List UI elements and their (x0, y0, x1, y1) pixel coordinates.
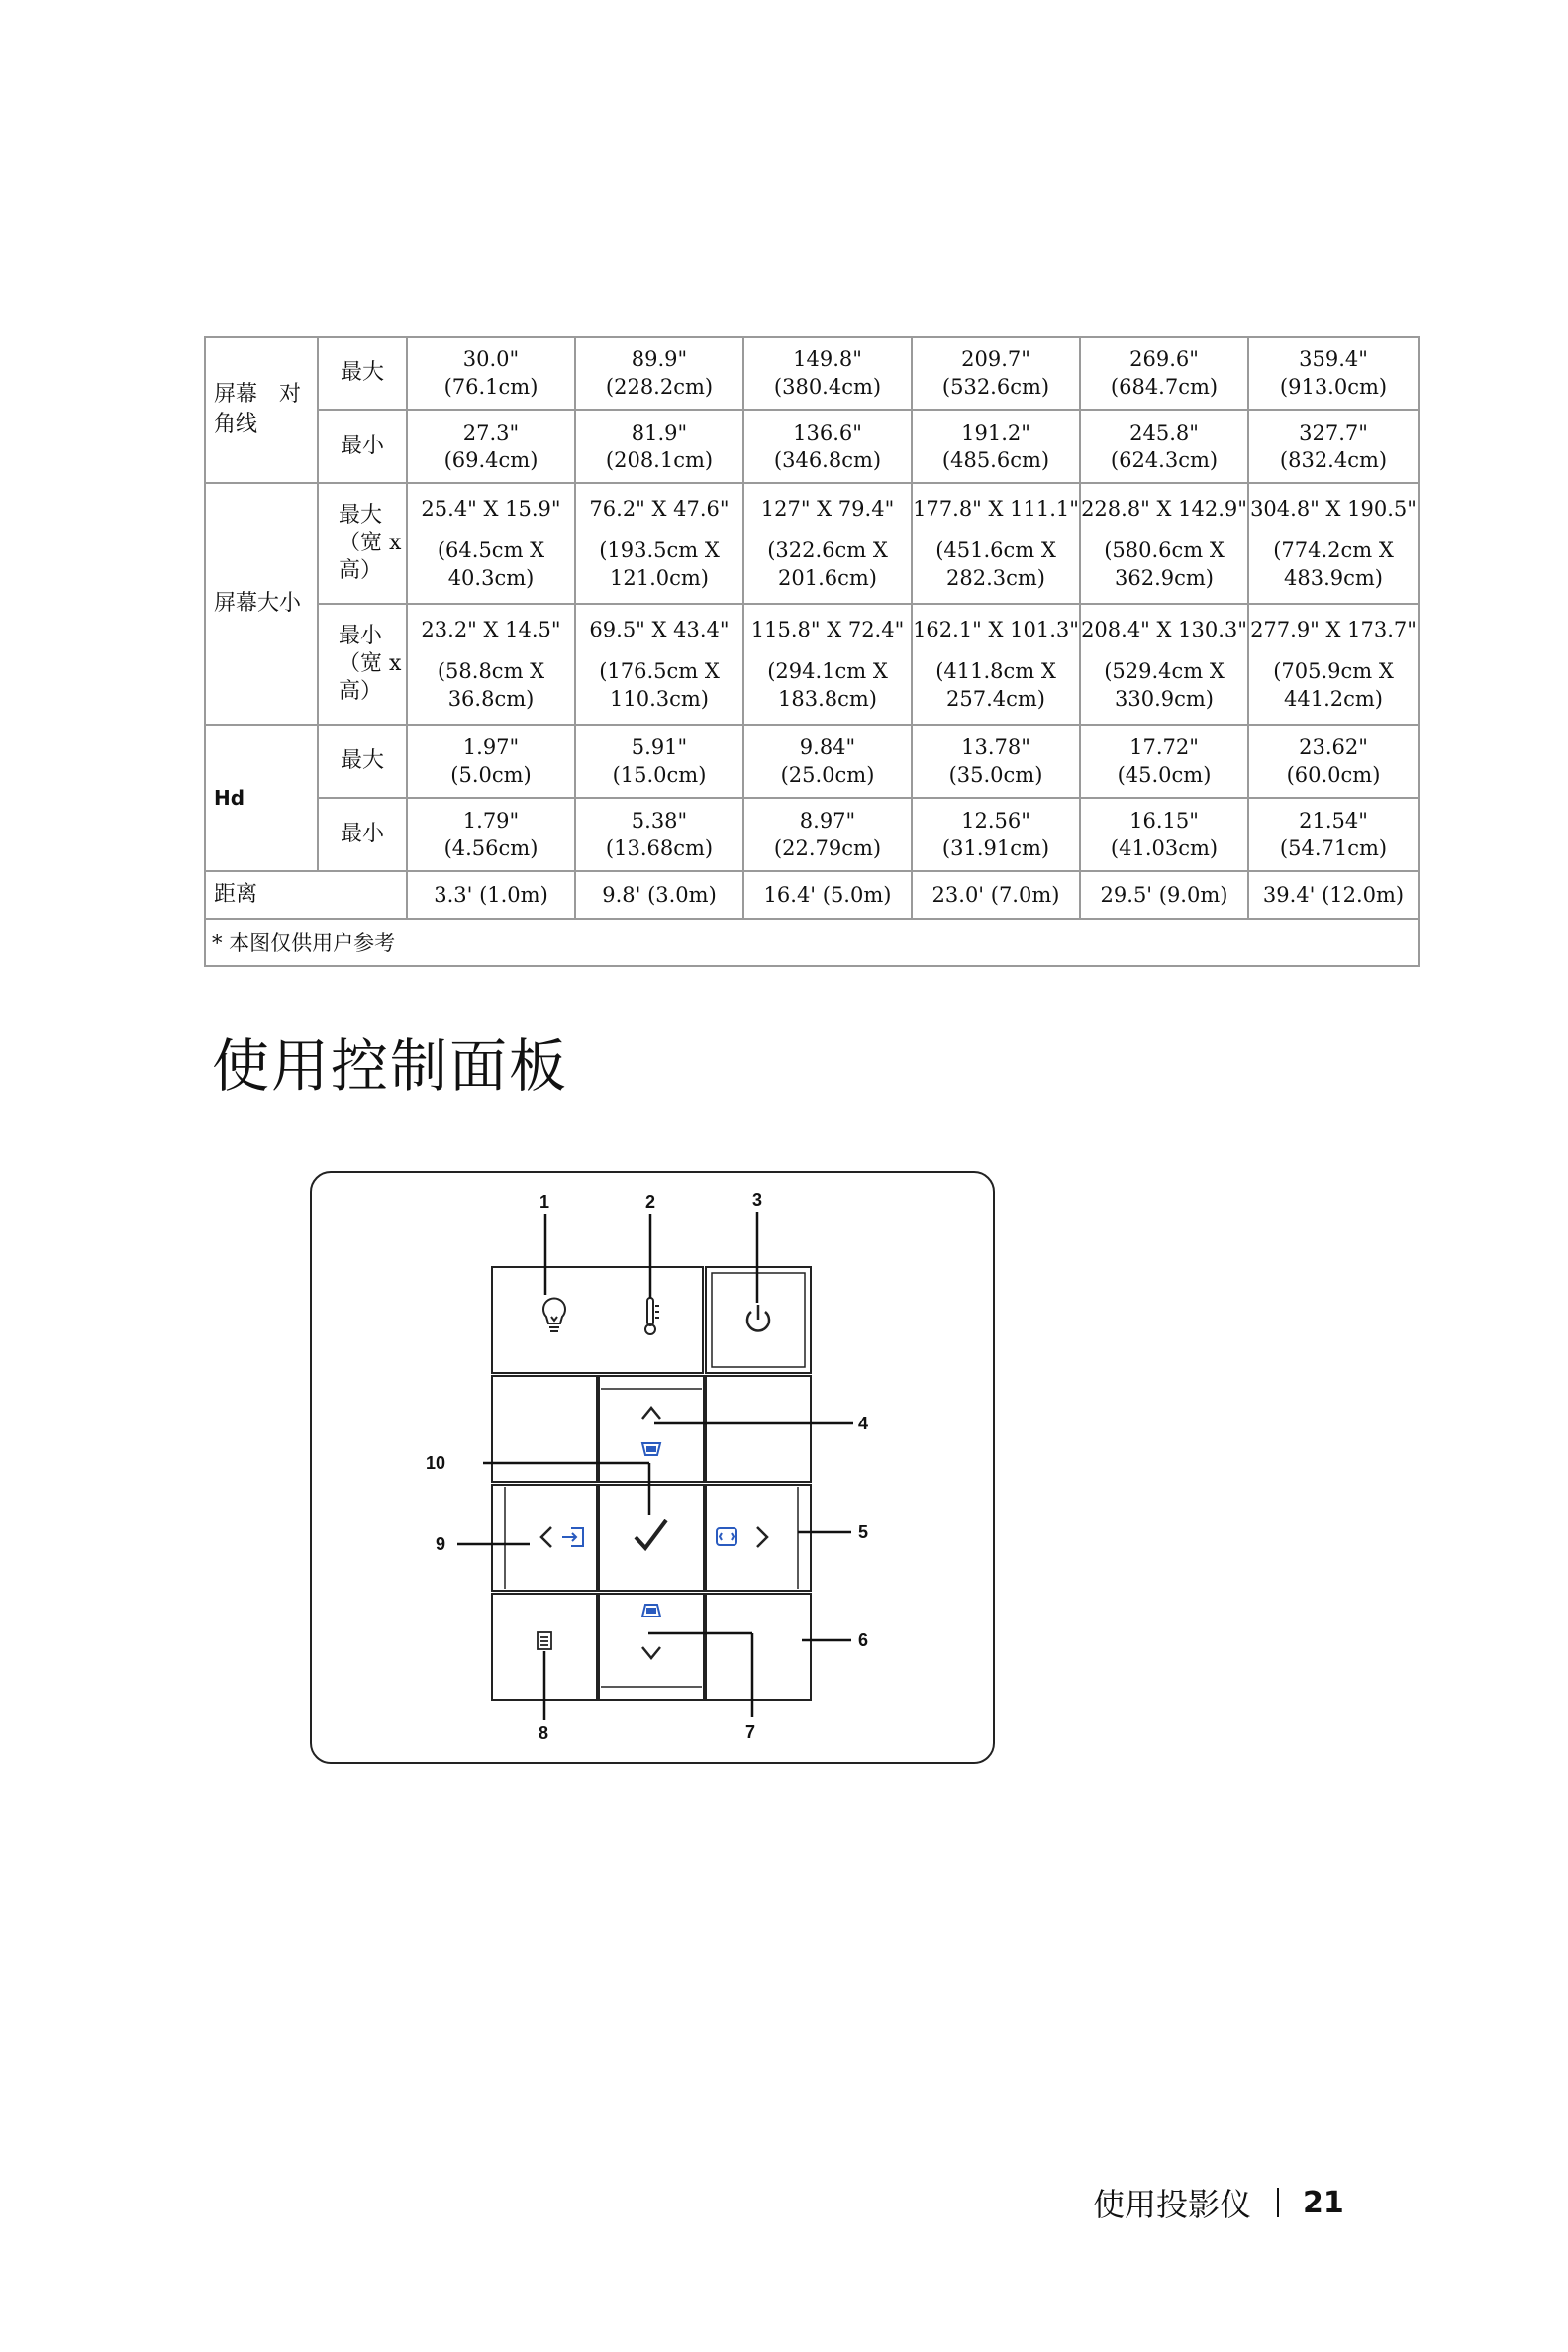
group-label-diagonal: 屏幕 对角线 (205, 337, 318, 483)
table-cell: 304.8" X 190.5" (774.2cm X 483.9cm) (1248, 483, 1419, 604)
table-cell: 228.8" X 142.9" (580.6cm X 362.9cm) (1080, 483, 1248, 604)
table-cell: 89.9" (228.2cm) (575, 337, 743, 410)
keystone-up-icon (642, 1443, 660, 1455)
table-cell: 27.3" (69.4cm) (407, 410, 575, 483)
group-label-distance: 距离 (205, 871, 407, 919)
section-title: 使用控制面板 (212, 1032, 569, 1100)
table-row-hd-max (205, 725, 1419, 798)
keystone-down-icon (642, 1605, 660, 1617)
footer-section-title: 使用投影仪 (1093, 2186, 1252, 2223)
group-label-hd: Hd (205, 725, 318, 871)
table-cell: 177.8" X 111.1" (451.6cm X 282.3cm) (912, 483, 1080, 604)
table-cell: 21.54" (54.71cm) (1248, 798, 1419, 871)
table-cell: 359.4" (913.0cm) (1248, 337, 1419, 410)
sub-label-max-wh: 最大 （宽 x 高） (318, 483, 407, 604)
table-cell: 29.5' (9.0m) (1080, 871, 1248, 919)
table-cell: 1.79" (4.56cm) (407, 798, 575, 871)
sub-label-max: 最大 (318, 725, 407, 798)
callout-9: 9 (436, 1534, 446, 1554)
sub-label-min-wh: 最小 （宽 x 高） (318, 604, 407, 725)
menu-icon (538, 1632, 551, 1649)
table-cell: 8.97" (22.79cm) (743, 798, 912, 871)
table-cell: 17.72" (45.0cm) (1080, 725, 1248, 798)
table-cell: 23.0' (7.0m) (912, 871, 1080, 919)
table-cell: 149.8" (380.4cm) (743, 337, 912, 410)
source-icon (562, 1528, 583, 1546)
select-check-icon (636, 1520, 666, 1548)
table-cell: 12.56" (31.91cm) (912, 798, 1080, 871)
table-cell: 245.8" (624.3cm) (1080, 410, 1248, 483)
table-row-size-max (205, 483, 1419, 604)
auto-adjust-icon (717, 1528, 736, 1545)
projection-spec-table (204, 336, 1420, 967)
right-arrow-icon (757, 1527, 767, 1547)
table-footnote: * 本图仅供用户参考 (205, 919, 1419, 966)
table-row-distance (205, 871, 1419, 919)
temperature-icon (645, 1298, 659, 1334)
table-cell: 16.4' (5.0m) (743, 871, 912, 919)
up-button[interactable] (599, 1376, 704, 1482)
left-arrow-icon (541, 1527, 551, 1547)
table-cell: 3.3' (1.0m) (407, 871, 575, 919)
table-row-diagonal-min (205, 410, 1419, 483)
table-cell: 39.4' (12.0m) (1248, 871, 1419, 919)
footer-divider (1277, 2188, 1279, 2217)
callout-2: 2 (645, 1192, 656, 1212)
callout-10: 10 (426, 1453, 446, 1473)
table-cell: 277.9" X 173.7" (705.9cm X 441.2cm) (1248, 604, 1419, 725)
table-cell: 209.7" (532.6cm) (912, 337, 1080, 410)
up-arrow-icon (642, 1408, 660, 1419)
table-row-note (205, 919, 1419, 966)
group-label-size: 屏幕大小 (205, 483, 318, 725)
table-row-hd-min (205, 798, 1419, 871)
table-cell: 162.1" X 101.3" (411.8cm X 257.4cm) (912, 604, 1080, 725)
table-cell: 69.5" X 43.4" (176.5cm X 110.3cm) (575, 604, 743, 725)
callout-3: 3 (752, 1190, 763, 1210)
table-cell: 9.84" (25.0cm) (743, 725, 912, 798)
callout-6: 6 (858, 1630, 869, 1650)
table-cell: 191.2" (485.6cm) (912, 410, 1080, 483)
table-cell: 208.4" X 130.3" (529.4cm X 330.9cm) (1080, 604, 1248, 725)
table-cell: 23.62" (60.0cm) (1248, 725, 1419, 798)
callout-5: 5 (858, 1522, 869, 1542)
table-row-size-min (205, 604, 1419, 725)
power-icon (747, 1305, 769, 1330)
table-cell: 25.4" X 15.9" (64.5cm X 40.3cm) (407, 483, 575, 604)
left-button[interactable] (492, 1485, 597, 1591)
table-cell: 5.38" (13.68cm) (575, 798, 743, 871)
control-panel-diagram (307, 1168, 1000, 1772)
table-cell: 76.2" X 47.6" (193.5cm X 121.0cm) (575, 483, 743, 604)
table-cell: 115.8" X 72.4" (294.1cm X 183.8cm) (743, 604, 912, 725)
sub-label-min: 最小 (318, 410, 407, 483)
table-cell: 16.15" (41.03cm) (1080, 798, 1248, 871)
callout-4: 4 (858, 1414, 869, 1433)
table-cell: 327.7" (832.4cm) (1248, 410, 1419, 483)
page-number: 21 (1303, 2185, 1344, 2220)
callout-7: 7 (745, 1722, 756, 1742)
callout-8: 8 (539, 1723, 549, 1743)
right-button[interactable] (706, 1485, 811, 1591)
table-row-diagonal-max (205, 337, 1419, 410)
table-cell: 127" X 79.4" (322.6cm X 201.6cm) (743, 483, 912, 604)
page-footer (1093, 2180, 1344, 2225)
table-cell: 13.78" (35.0cm) (912, 725, 1080, 798)
indicator-panel (492, 1267, 703, 1373)
table-cell: 30.0" (76.1cm) (407, 337, 575, 410)
table-cell: 9.8' (3.0m) (575, 871, 743, 919)
diagram-frame (311, 1172, 994, 1763)
table-cell: 23.2" X 14.5" (58.8cm X 36.8cm) (407, 604, 575, 725)
table-cell: 5.91" (15.0cm) (575, 725, 743, 798)
lamp-icon (543, 1298, 565, 1331)
sub-label-min: 最小 (318, 798, 407, 871)
sub-label-max: 最大 (318, 337, 407, 410)
callout-1: 1 (539, 1192, 550, 1212)
table-cell: 269.6" (684.7cm) (1080, 337, 1248, 410)
callout-leaders (457, 1212, 853, 1720)
table-cell: 136.6" (346.8cm) (743, 410, 912, 483)
down-arrow-icon (642, 1647, 660, 1658)
table-cell: 81.9" (208.1cm) (575, 410, 743, 483)
table-cell: 1.97" (5.0cm) (407, 725, 575, 798)
